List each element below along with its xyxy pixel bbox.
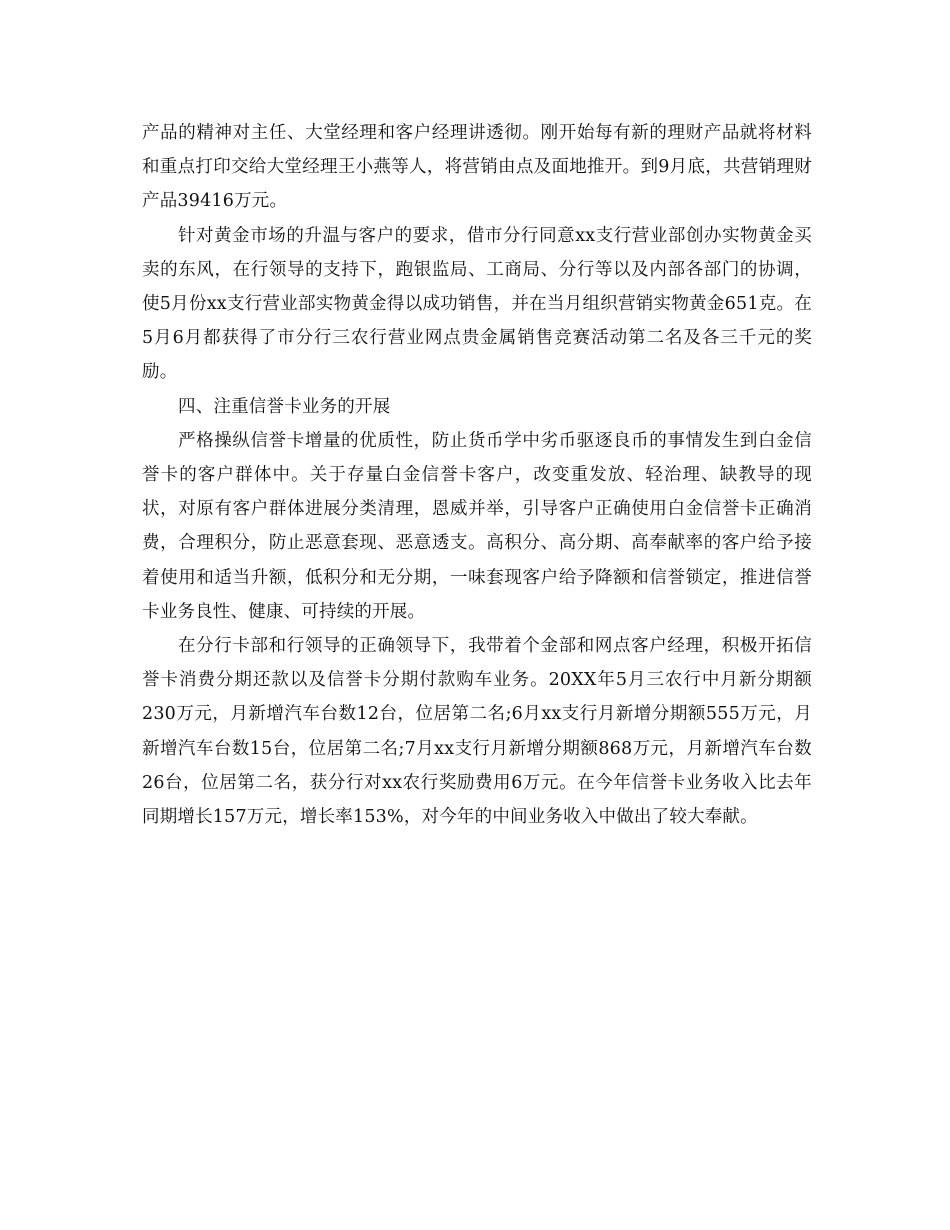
paragraph-gold-sales: 针对黄金市场的升温与客户的要求，借市分行同意xx支行营业部创办实物黄金买卖的东风，在行领导的支持下，跑银监局、工商局、分行等以及内部各部门的协调，使5月份xx支行营业部实物黄金得以成功销售，并在当月组织营销实物黄金651克。在5月6月都获得了市分行三农行营业网点贵金属销售竞赛活动第二名及各三千元的奖励。 <box>142 225 812 383</box>
paragraph-credit-card-quality: 严格操纵信誉卡增量的优质性，防止货币学中劣币驱逐良币的事情发生到白金信誉卡的客户群体中。关于存量白金信誉卡客户，改变重发放、轻治理、缺教导的现状，对原有客户群体进展分类清理，恩威并举，引导客户正确使用白金信誉卡正确消费，合理积分，防止恶意套现、恶意透支。高积分、高分期、高奉献率的客户给予接着使用和适当升额，低积分和无分期，一味套现客户给予降额和信誉锁定，推进信誉卡业务良性、健康、可持续的开展。 <box>142 430 812 622</box>
document-page <box>142 116 812 834</box>
section-heading-credit-card: 四、注重信誉卡业务的开展 <box>178 396 391 417</box>
paragraph-wealth-products: 产品的精神对主任、大堂经理和客户经理讲透彻。刚开始每有新的理财产品就将材料和重点打印交给大堂经理王小燕等人，将营销由点及面地推开。到9月底，共营销理财产品39416万元。 <box>142 123 812 212</box>
paragraph-installment-business: 在分行卡部和行领导的正确领导下，我带着个金部和网点客户经理，积极开拓信誉卡消费分期还款以及信誉卡分期付款购车业务。20XX年5月三农行中月新分期额230万元，月新增汽车台数12台，位居第二名;6月xx支行月新增分期额555万元，月新增汽车台数15台，位居第二名;7月xx支行月新增分期额868万元，月新增汽车台数26台，位居第二名，获分行对xx农行奖励费用6万元。在今年信誉卡业务收入比去年同期增长157万元，增长率153%，对今年的中间业务收入中做出了较大奉献。 <box>142 636 812 828</box>
